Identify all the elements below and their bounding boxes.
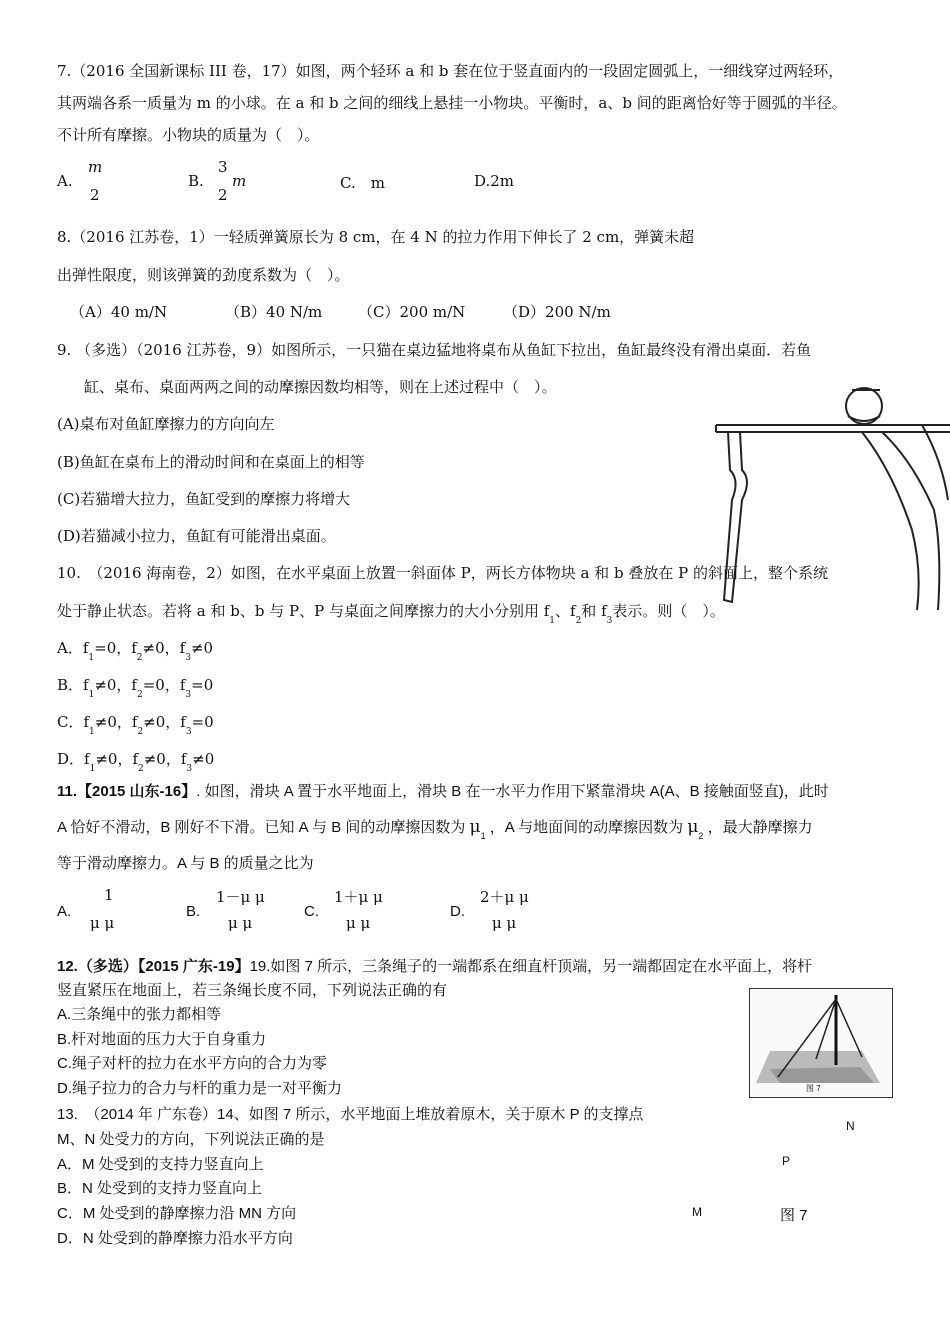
q8-option-d: （D）200 N/m	[503, 303, 611, 321]
q8-option-b: （B）40 N/m	[225, 303, 323, 321]
table-fishbowl-figure	[712, 380, 950, 620]
q13-option-c: C．M 处受到的静摩擦力沿 MN 方向	[57, 1205, 297, 1222]
q11-line3: 等于滑动摩擦力。A 与 B 的质量之比为	[57, 855, 314, 872]
q11-option-c-num: 1＋μ μ	[334, 888, 383, 906]
q7-option-a-num: m	[88, 158, 103, 176]
q7-option-b-den: 2	[218, 186, 228, 204]
q12-option-d: D.绳子拉力的合力与杆的重力是一对平衡力	[57, 1080, 343, 1097]
q11-option-c-label: C.	[304, 903, 319, 920]
pole-rope-figure	[749, 988, 893, 1098]
q11-option-d-label: D.	[450, 903, 465, 920]
q13-line1: 13. （2014 年 广东卷）14、如图 7 所示，水平地面上堆放着原木，关于原木 P 的支撑点	[57, 1106, 644, 1123]
q9-option-a: (A)桌布对鱼缸摩擦力的方向向左	[57, 415, 275, 433]
q10-option-c: C．$f_1\ne 0$，$f_2\ne 0$，$f_3=0$	[57, 713, 214, 737]
q9-line2: 缸、桌布、桌面两两之间的动摩擦因数均相等，则在上述过程中（ ）。	[84, 378, 557, 396]
q11-option-b-label: B.	[186, 903, 201, 920]
q13-option-b: B．N 处受到的支持力竖直向上	[57, 1180, 263, 1197]
q11-option-d-num: 2＋μ μ	[480, 888, 529, 906]
q9-option-b: (B)鱼缸在桌布上的滑动时间和在桌面上的相等	[57, 453, 365, 471]
q11-option-a-num: 1	[104, 886, 114, 904]
q12-figure-caption: 图 7	[806, 1084, 821, 1093]
q7-option-d: D.2m	[474, 172, 515, 190]
q7-option-b-m: m	[232, 172, 247, 190]
q7-option-b-num: 3	[218, 158, 228, 176]
q8-line1: 8.（2016 江苏卷，1）一轻质弹簧原长为 8 cm，在 4 N 的拉力作用下伸长了 2 cm，弹簧未超	[57, 228, 695, 246]
q7-option-c: C. m	[340, 174, 385, 192]
q11-option-c-den: μ μ	[346, 914, 371, 932]
q11-option-b-num: 1－μ μ	[216, 888, 265, 906]
q7-line1: 7.（2016 全国新课标 III 卷，17）如图，两个轻环 a 和 b 套在位于竖直面内的一段固定圆弧上，一细线穿过两轻环，	[57, 62, 844, 80]
q9-line1: 9. （多选）（2016 江苏卷，9）如图所示，一只猫在桌边猛地将桌布从鱼缸下拉出，鱼缸最终没有滑出桌面．若鱼	[57, 341, 812, 359]
q13-line2: M、N 处受力的方向，下列说法正确的是	[57, 1131, 325, 1148]
q7-option-a-label: A.	[57, 172, 73, 190]
q8-option-c: （C）200 m/N	[358, 303, 466, 321]
q13-figure-caption: 图 7	[780, 1207, 808, 1224]
q7-line2: 其两端各系一质量为 m 的小球。在 a 和 b 之间的细线上悬挂一小物块。平衡时，a、b 间的距离恰好等于圆弧的半径。	[57, 94, 847, 112]
q12-option-b: B.杆对地面的压力大于自身重力	[57, 1031, 267, 1048]
q11-line1: 11.【2015 山东-16】. 如图，滑块 A 置于水平地面上，滑块 B 在一水平力作用下紧靠滑块 A(A、B 接触面竖直)，此时	[57, 783, 829, 800]
q9-option-d: (D)若猫减小拉力，鱼缸有可能滑出桌面。	[57, 527, 336, 545]
q8-line2: 出弹性限度，则该弹簧的劲度系数为（ ）。	[57, 266, 350, 284]
q7-line3: 不计所有摩擦。小物块的质量为（ ）。	[57, 126, 320, 144]
q10-line2: 处于静止状态。若将 a 和 b、b 与 P、P 与桌面之间摩擦力的大小分别用 $f_1$、$f_2$和 $f_3$表示。则（ ）。	[57, 602, 725, 626]
q13-label-p: P	[782, 1154, 791, 1168]
q11-line2: A 恰好不滑动，B 刚好不下滑。已知 A 与 B 间的动摩擦因数为 $\mu_1$ ，A 与地面间的动摩擦因数为 $\mu_2$ ，最大静摩擦力	[57, 817, 813, 841]
q12-line2: 竖直紧压在地面上，若三条绳长度不同，下列说法正确的有	[57, 982, 448, 999]
q11-option-a-den: μ μ	[90, 914, 115, 932]
q7-option-a-den: 2	[90, 186, 100, 204]
q13-option-d: D．N 处受到的静摩擦力沿水平方向	[57, 1230, 293, 1247]
q11-option-b-den: μ μ	[228, 914, 253, 932]
q13-option-a: A．M 处受到的支持力竖直向上	[57, 1156, 264, 1173]
q13-label-n: N	[846, 1119, 855, 1133]
q9-option-c: (C)若猫增大拉力，鱼缸受到的摩擦力将增大	[57, 490, 351, 508]
q8-option-a: （A）40 m/N	[70, 303, 168, 321]
q7-option-b-label: B.	[188, 172, 204, 190]
q13-label-m: M	[692, 1205, 702, 1219]
q10-option-a: A．$f_1=0$，$f_2\ne 0$，$f_3\ne 0$	[57, 639, 214, 663]
q10-option-b: B．$f_1\ne 0$，$f_2=0$，$f_3=0$	[57, 676, 214, 700]
q11-option-a-label: A.	[57, 903, 72, 920]
q12-line1: 12.（多选）【2015 广东-19】19.如图 7 所示，三条绳子的一端都系在细直杆顶端，另一端都固定在水平面上，将杆	[57, 958, 813, 975]
q10-line1: 10. （2016 海南卷，2）如图，在水平桌面上放置一斜面体 P，两长方体物块 a 和 b 叠放在 P 的斜面上，整个系统	[57, 564, 828, 582]
q12-option-c: C.绳子对杆的拉力在水平方向的合力为零	[57, 1055, 328, 1072]
q10-option-d: D．$f_1\ne 0$，$f_2\ne 0$，$f_3\ne 0$	[57, 750, 215, 774]
q12-option-a: A.三条绳中的张力都相等	[57, 1006, 222, 1023]
q11-option-d-den: μ μ	[492, 914, 517, 932]
